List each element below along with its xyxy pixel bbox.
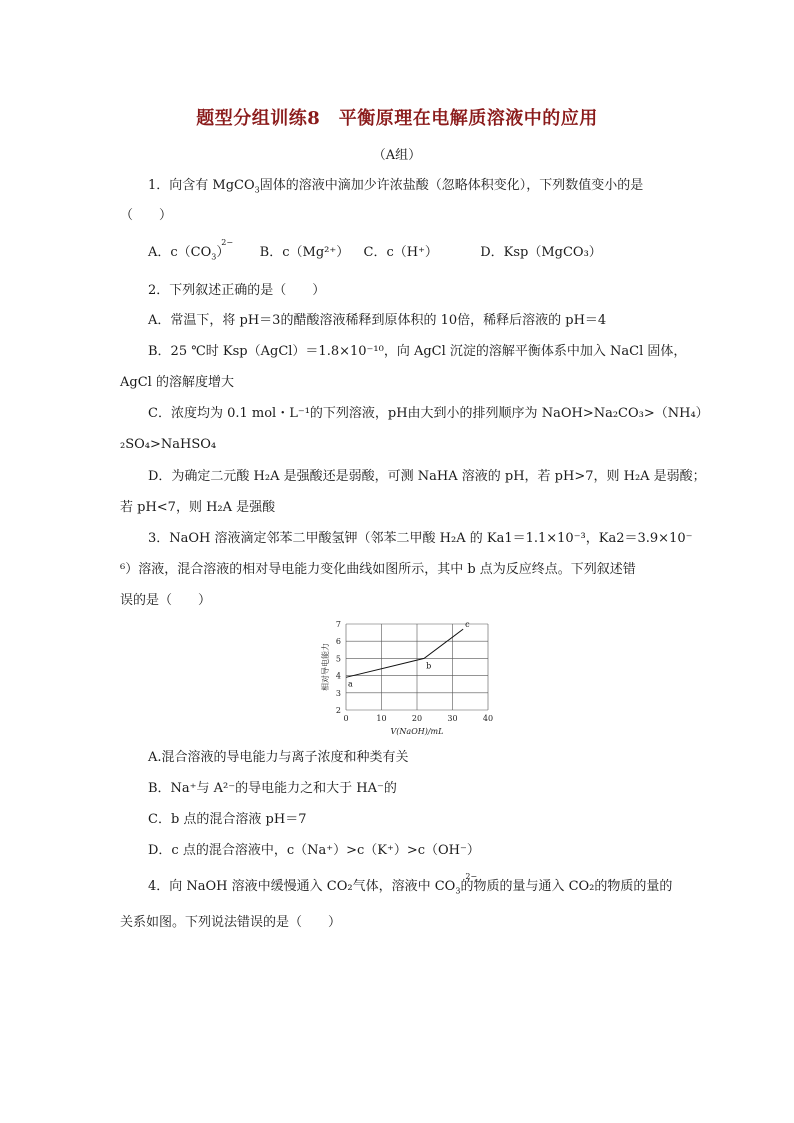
point-label-c: c xyxy=(465,620,470,630)
q3-stem-line1: 3．NaOH 溶液滴定邻苯二甲酸氢钾（邻苯二甲酸 H₂A 的 Ka1＝1.1×10⁻³，Ka2＝3.9×10⁻ xyxy=(148,531,693,546)
conductivity-chart xyxy=(320,620,500,746)
q3-stem-line3: 误的是（ ） xyxy=(120,593,212,608)
y-axis-label: 相对导电能力 xyxy=(321,643,330,691)
x-tick-label: 30 xyxy=(447,714,458,723)
q2-option-b-line1: B．25 ℃时 Ksp（AgCl）＝1.8×10⁻¹⁰，向 AgCl 沉淀的溶解平衡体系中加入 NaCl 固体， xyxy=(148,344,687,359)
q2-option-d-line1: D．为确定二元酸 H₂A 是强酸还是弱酸，可测 NaHA 溶液的 pH，若 pH>7，则 H₂A 是弱酸； xyxy=(148,469,706,484)
q2-option-a: A．常温下，将 pH＝3的醋酸溶液稀释到原体积的 10倍，稀释后溶液的 pH＝4 xyxy=(148,313,607,328)
q4-stem-line2: 关系如图。下列说法错误的是（ ） xyxy=(120,915,342,930)
q2-stem: 2．下列叙述正确的是（ ） xyxy=(148,283,326,298)
x-axis-label: V(NaOH)/mL xyxy=(390,727,444,736)
q1-option-c: C．c（H⁺） xyxy=(363,245,438,260)
x-tick-label: 40 xyxy=(482,714,494,723)
x-tick-label: 0 xyxy=(343,714,349,723)
q1-options xyxy=(148,238,708,268)
q3-option-d: D．c 点的混合溶液中，c（Na⁺）>c（K⁺）>c（OH⁻） xyxy=(148,843,480,858)
point-label-a: a xyxy=(348,679,353,689)
q3-stem-line2: ⁶）溶液，混合溶液的相对导电能力变化曲线如图所示，其中 b 点为反应终点。下列叙述错 xyxy=(120,562,636,577)
x-tick-label: 20 xyxy=(411,714,423,723)
q1-paren: （ ） xyxy=(120,208,173,223)
q1-stem-b: 固体的溶液中滴加少许浓盐酸（忽略体积变化），下列数值变小的是 xyxy=(259,178,644,193)
q2-option-c-line1: C．浓度均为 0.1 mol・L⁻¹的下列溶液，pH由大到小的排列顺序为 NaOH>Na₂CO₃>（NH₄） xyxy=(148,406,709,421)
q4-stem-line1: 4．向 NaOH 溶液中缓慢通入 CO₂气体，溶液中 CO 2− $_3$的物质的量与通入 CO₂的物质的量的 xyxy=(148,872,673,896)
page-title: 题型分组训练8 平衡原理在电解质溶液中的应用 xyxy=(196,108,598,129)
group-label: （A组） xyxy=(372,148,422,163)
q3-option-b: B．Na⁺与 A²⁻的导电能力之和大于 HA⁻的 xyxy=(148,781,397,796)
q2-option-d-line2: 若 pH<7，则 H₂A 是强酸 xyxy=(120,500,276,515)
q2-option-b-line2: AgCl 的溶解度增大 xyxy=(120,375,234,390)
q1-option-d: D．Ksp（MgCO₃） xyxy=(480,245,602,260)
y-tick-label: 5 xyxy=(335,654,341,664)
y-tick-label: 2 xyxy=(335,706,341,715)
q1-stem: 1．向含有 MgCO$_3$固体的溶液中滴加少许浓盐酸（忽略体积变化），下列数值变小的是 xyxy=(148,178,644,195)
y-tick-label: 7 xyxy=(335,620,341,629)
q1-option-a: A．c（CO 2− $_3$） xyxy=(148,238,234,262)
point-label-b: b xyxy=(426,661,432,671)
x-tick-label: 10 xyxy=(376,714,387,723)
y-tick-label: 3 xyxy=(335,688,341,698)
y-tick-label: 6 xyxy=(335,637,341,647)
q3-option-c: C．b 点的混合溶液 pH＝7 xyxy=(148,812,307,827)
y-tick-label: 4 xyxy=(335,671,341,681)
q1-option-b: B．c（Mg²⁺） xyxy=(259,245,350,260)
q2-option-c-line2: ₂SO₄>NaHSO₄ xyxy=(120,437,217,452)
series-line xyxy=(346,629,463,677)
q1-stem-a: 1．向含有 MgCO xyxy=(148,178,255,193)
q3-option-a: A.混合溶液的导电能力与离子浓度和种类有关 xyxy=(148,750,409,765)
